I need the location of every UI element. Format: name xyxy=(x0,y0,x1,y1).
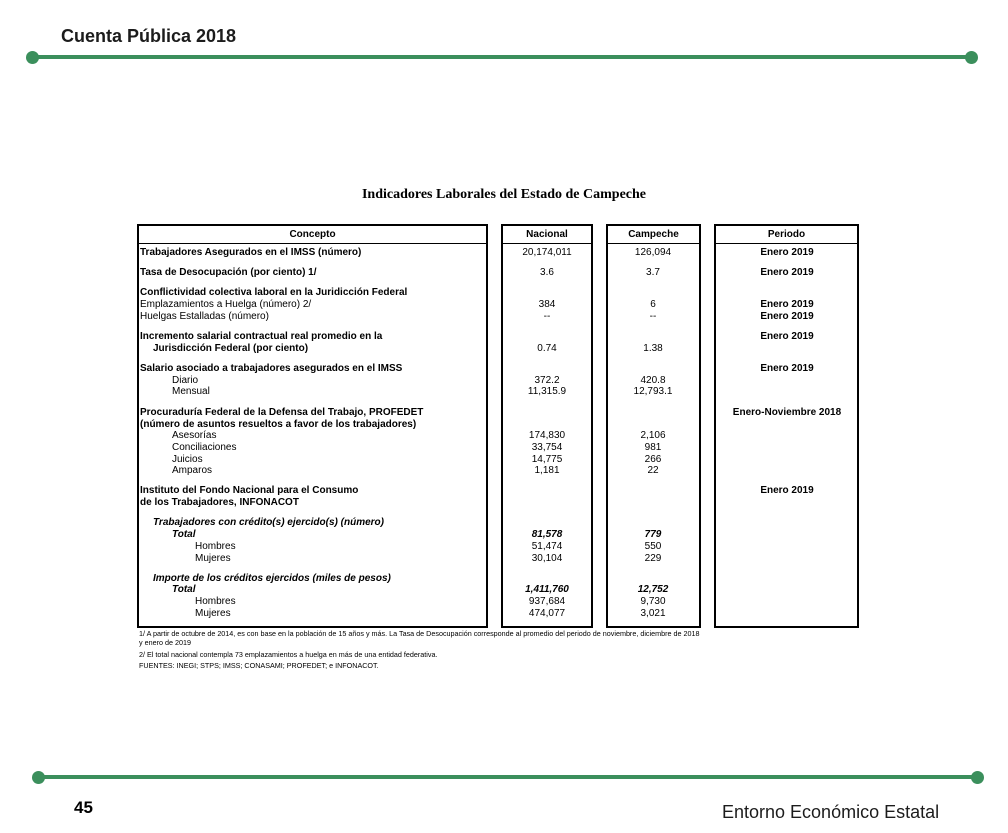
periodo-cell: Enero 2019 xyxy=(760,267,814,278)
table-title: Indicadores Laborales del Estado de Campeche xyxy=(361,187,647,202)
concept-cell: (número de asuntos resueltos a favor de los trabajadores) xyxy=(140,419,417,430)
nacional-cell: 372.2 xyxy=(534,375,560,386)
concept-cell: Incremento salarial contractual real promedio en la xyxy=(140,331,383,342)
footnote-1: 1/ A partir de octubre de 2014, es con base en la población de 15 años y más. La Tasa de Desocupación corresponde al promedio del periodo de noviembre, diciembre de 2018 xyxy=(139,629,700,638)
sources-note: FUENTES: INEGI; STPS; IMSS; CONASAMI; PROFEDET; e INFONACOT. xyxy=(139,661,379,670)
nacional-cell: 14,775 xyxy=(531,454,563,465)
campeche-cell: 550 xyxy=(644,541,662,552)
concept-cell: Procuraduría Federal de la Defensa del Trabajo, PROFEDET xyxy=(140,407,424,418)
concept-cell: Conciliaciones xyxy=(172,442,237,453)
concept-cell: Asesorías xyxy=(172,430,217,441)
concept-cell: Mensual xyxy=(172,386,210,397)
header-rule-dot-right xyxy=(965,51,978,64)
footnote-1-continued: y enero de 2019 xyxy=(139,638,191,647)
campeche-cell: 266 xyxy=(644,454,662,465)
periodo-cell: Enero 2019 xyxy=(760,331,814,342)
nacional-cell: 51,474 xyxy=(531,541,563,552)
campeche-cell: 2,106 xyxy=(640,430,666,441)
concept-cell: Conflictividad colectiva laboral en la Juridicción Federal xyxy=(140,287,408,298)
nacional-cell: 937,684 xyxy=(528,596,566,607)
campeche-cell: 420.8 xyxy=(640,375,666,386)
concept-cell: Huelgas Estalladas (número) xyxy=(140,311,269,322)
campeche-cell: 1.38 xyxy=(643,343,663,354)
periodo-cell: Enero 2019 xyxy=(760,363,814,374)
column-header-nacional: Nacional xyxy=(503,226,591,244)
nacional-cell: 0.74 xyxy=(537,343,557,354)
footnote-2: 2/ El total nacional contempla 73 emplazamientos a huelga en más de una entidad federativa. xyxy=(139,650,438,659)
nacional-cell: -- xyxy=(543,311,551,322)
concept-cell: Amparos xyxy=(172,465,213,476)
campeche-cell: 126,094 xyxy=(634,247,672,258)
column-header-periodo: Periodo xyxy=(716,226,857,244)
campeche-cell: 981 xyxy=(644,442,662,453)
campeche-cell: 12,793.1 xyxy=(633,386,673,397)
nacional-cell: 20,174,011 xyxy=(522,247,572,258)
periodo-cell: Enero 2019 xyxy=(760,485,814,496)
concept-cell: Juicios xyxy=(172,454,203,465)
column-header-concepto: Concepto xyxy=(139,226,486,244)
concept-cell: Salario asociado a trabajadores asegurados en el IMSS xyxy=(140,363,403,374)
concept-cell: Hombres xyxy=(195,541,236,552)
periodo-cell: Enero-Noviembre 2018 xyxy=(732,407,842,418)
concept-cell: de los Trabajadores, INFONACOT xyxy=(140,497,299,508)
campeche-column xyxy=(606,224,701,628)
nacional-cell: 474,077 xyxy=(528,608,566,619)
concept-cell: Jurisdicción Federal (por ciento) xyxy=(153,343,309,354)
campeche-cell: 229 xyxy=(644,553,662,564)
document-header-title: Cuenta Pública 2018 xyxy=(61,26,237,46)
campeche-cell: 779 xyxy=(644,529,662,540)
nacional-cell: 81,578 xyxy=(531,529,563,540)
campeche-cell: 22 xyxy=(647,465,659,476)
footer-rule xyxy=(38,775,978,779)
concept-cell: Total xyxy=(172,529,196,540)
nacional-cell: 11,315.9 xyxy=(527,386,567,397)
footer-rule-dot-right xyxy=(971,771,984,784)
periodo-cell: Enero 2019 xyxy=(760,247,814,258)
concept-cell: Trabajadores con crédito(s) ejercido(s) (número) xyxy=(153,517,384,528)
periodo-column xyxy=(714,224,859,628)
concept-cell: Emplazamientos a Huelga (número) 2/ xyxy=(140,299,312,310)
footer-section-title: Entorno Económico Estatal xyxy=(722,802,940,822)
concept-cell: Mujeres xyxy=(195,553,231,564)
concept-cell: Total xyxy=(172,584,196,595)
concept-cell: Importe de los créditos ejercidos (miles de pesos) xyxy=(153,573,391,584)
concept-cell: Trabajadores Asegurados en el IMSS (número) xyxy=(140,247,362,258)
header-rule-dot-left xyxy=(26,51,39,64)
page-number: 45 xyxy=(74,798,93,817)
concept-cell: Hombres xyxy=(195,596,236,607)
concept-cell: Instituto del Fondo Nacional para el Consumo xyxy=(140,485,359,496)
campeche-cell: 3,021 xyxy=(640,608,666,619)
nacional-cell: 1,411,760 xyxy=(525,584,569,595)
nacional-column xyxy=(501,224,593,628)
periodo-cell: Enero 2019 xyxy=(760,299,814,310)
header-rule xyxy=(32,55,972,59)
column-header-campeche: Campeche xyxy=(608,226,699,244)
footer-rule-dot-left xyxy=(32,771,45,784)
campeche-cell: 6 xyxy=(650,299,656,310)
periodo-cell: Enero 2019 xyxy=(760,311,814,322)
campeche-cell: 3.7 xyxy=(646,267,660,278)
nacional-cell: 3.6 xyxy=(540,267,554,278)
nacional-cell: 33,754 xyxy=(531,442,563,453)
nacional-cell: 1,181 xyxy=(534,465,560,476)
nacional-cell: 174,830 xyxy=(528,430,566,441)
campeche-cell: 12,752 xyxy=(637,584,669,595)
concept-cell: Diario xyxy=(172,375,199,386)
campeche-cell: -- xyxy=(649,311,657,322)
concept-cell: Tasa de Desocupación (por ciento) 1/ xyxy=(140,267,317,278)
nacional-cell: 30,104 xyxy=(531,553,563,564)
nacional-cell: 384 xyxy=(538,299,556,310)
campeche-cell: 9,730 xyxy=(640,596,666,607)
concept-cell: Mujeres xyxy=(195,608,231,619)
